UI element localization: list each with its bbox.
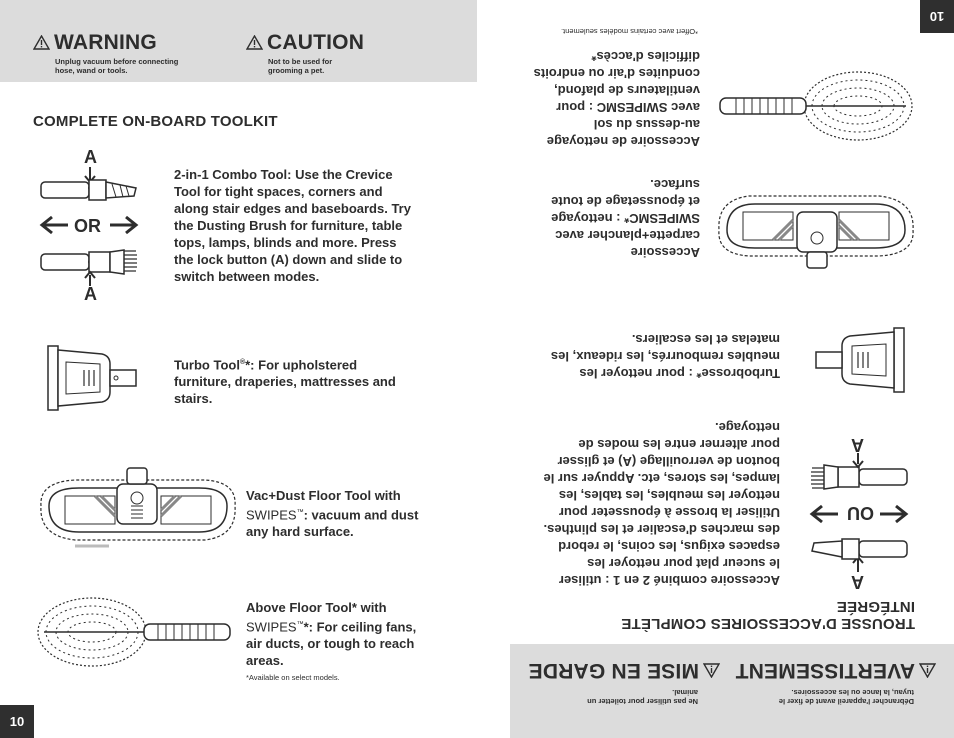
- warning-block: [33, 31, 233, 75]
- floor-tool-description: Vac+Dust Floor Tool with SWIPES™: vacuum and dust any hard surface.: [246, 488, 419, 540]
- mise-en-garde-block: [510, 658, 720, 706]
- warning-triangle-icon: [246, 35, 263, 50]
- above-floor-tool-illustration-fr: [714, 64, 914, 146]
- page-number-left: 10: [0, 705, 34, 738]
- label-a-fr-1: A: [851, 572, 864, 592]
- warning-triangle-icon: [703, 663, 720, 678]
- avertissement-text: Débrancher l'appareil avant de fixer le tuyau, la lance ou les accessoires.: [778, 688, 914, 706]
- section-title: COMPLETE ON-BOARD TOOLKIT: [33, 113, 278, 130]
- combo-tool-illustration: [38, 148, 142, 303]
- caution-text: Not to be used for grooming a pet.: [268, 57, 333, 75]
- turbo-tool-illustration-fr: [808, 324, 908, 394]
- label-a-bottom: A: [84, 284, 97, 304]
- warning-title: WARNING: [33, 31, 233, 55]
- above-floor-tool-description-fr: Accessoire de nettoyage au-dessus du sol avec SWIPESMC : pour ventilateurs de plafond, conduites d'air ou endroits difficiles d'accès*: [533, 49, 700, 149]
- mise-en-garde-text: Ne pas utiliser pour toiletter un animal.: [587, 688, 698, 706]
- above-floor-tool-description: Above Floor Tool* with SWIPES™*: For ceiling fans, air ducts, or tough to reach areas.: [246, 600, 417, 669]
- combo-tool-description-fr: Accessoire combiné 2 en 1 : utiliser le suceur plat pour nettoyer les espaces exigus, les coins, le rebord des marches d'escalier et les plinthes. Utiliser la brosse à épousseter pour nettoyer les meubles, les tables, les lampes, les stores, etc. Appuyer sur le bouton de verrouillage (A) et glisser pour alterner entre les modes de nettoyage.: [543, 420, 780, 588]
- turbo-tool-description: Turbo Tool®*: For upholstered furniture, draperies, mattresses and stairs.: [174, 357, 396, 407]
- caution-block: [246, 31, 446, 75]
- warning-triangle-icon: [919, 663, 936, 678]
- page-number-right: 10: [920, 0, 954, 33]
- combo-tool-illustration-fr: [806, 436, 910, 591]
- warning-triangle-icon: [33, 35, 50, 50]
- avertissement-title: AVERTISSEMENT: [720, 658, 936, 682]
- avertissement-block: [720, 658, 936, 706]
- caution-title: CAUTION: [246, 31, 446, 55]
- section-title-fr: TROUSSE D'ACCESSOIRES COMPLÈTE INTÉGRÉE: [621, 598, 915, 632]
- above-floor-tool-illustration: [36, 592, 236, 674]
- floor-tool-description-fr: Accessoire carpette+plancher avec SWIPESMC* : nettoyage et époussetage de toute surface.: [551, 177, 700, 260]
- footnote-fr: *Offert avec certains modèles seulement.: [560, 27, 698, 36]
- mise-en-garde-title: MISE EN GARDE: [510, 658, 720, 682]
- label-a-top: A: [84, 147, 97, 167]
- warning-text: Unplug vacuum before connecting hose, wand or tools.: [55, 57, 179, 75]
- floor-tool-illustration-fr: [714, 182, 919, 270]
- turbo-tool-description-fr: Turbobrosse* : pour nettoyer les meubles rembourrés, les rideaux, les matelas et les escaliers.: [550, 332, 780, 381]
- footnote: *Available on select models.: [246, 673, 340, 682]
- label-or: OR: [74, 216, 101, 236]
- floor-tool-illustration: [35, 466, 240, 554]
- combo-tool-description: 2-in-1 Combo Tool: Use the Crevice Tool for tight spaces, corners and along stair edges and baseboards. Try the Dusting Brush for furniture, table tops, lamps, blinds and more. Press the lock button (A) down and slide to switch between modes.: [174, 167, 411, 284]
- turbo-tool-illustration: [44, 344, 144, 414]
- label-a-fr-2: A: [851, 435, 864, 455]
- label-ou: OU: [847, 503, 874, 523]
